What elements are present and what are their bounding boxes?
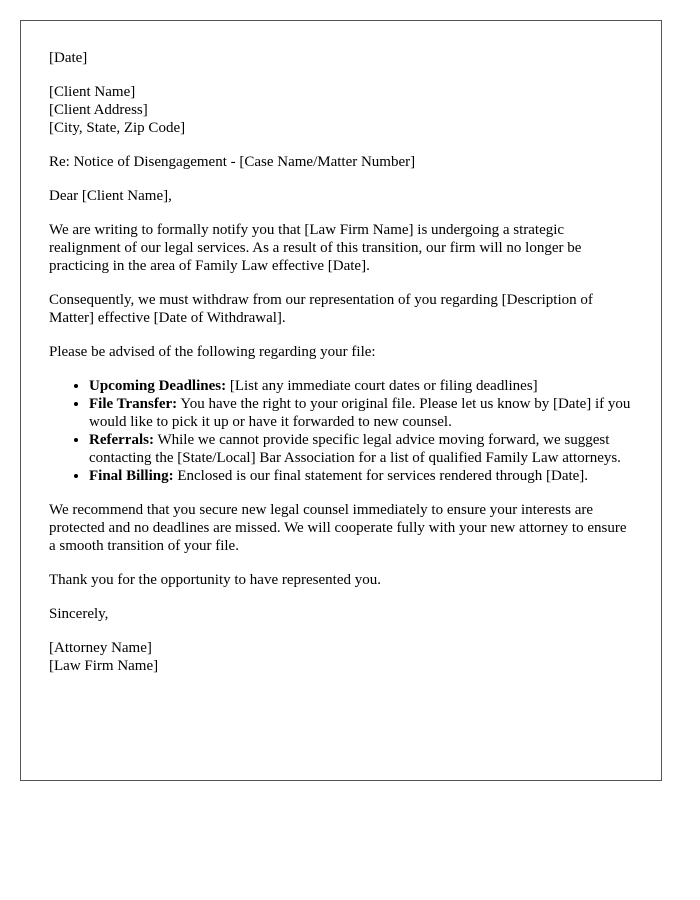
- signature-firm-name: [Law Firm Name]: [49, 658, 159, 674]
- list-item-label: Referrals:: [89, 432, 154, 448]
- salutation: Dear [Client Name],: [49, 188, 172, 204]
- paragraph-withdrawal: Consequently, we must withdraw from our representation of you regarding [Description of Matter] effective [Date of Withdrawal].: [49, 292, 593, 326]
- list-item-label: Final Billing:: [89, 468, 174, 484]
- list-item-final-billing: [89, 467, 633, 485]
- letter-date: [Date]: [49, 50, 88, 66]
- paragraph-notification: We are writing to formally notify you that [Law Firm Name] is undergoing a strategic realignment of our legal services. As a result of this transition, our firm will no longer be practicing in the area of Family Law effective [Date].: [49, 222, 582, 274]
- paragraph-advisory: Please be advised of the following regarding your file:: [49, 344, 376, 360]
- re-line: Re: Notice of Disengagement - [Case Name/Matter Number]: [49, 154, 416, 170]
- list-item-deadlines: [89, 377, 633, 395]
- letter-page: [20, 20, 662, 781]
- list-item-text: [List any immediate court dates or filing deadlines]: [226, 378, 538, 394]
- list-item-label: Upcoming Deadlines:: [89, 378, 227, 394]
- list-item-referrals: [89, 431, 633, 467]
- paragraph-thanks: Thank you for the opportunity to have represented you.: [49, 572, 381, 588]
- list-item-text: You have the right to your original file. Please let us know by [Date] if you would like to pick it up or have it forwarded to new counsel.: [89, 396, 631, 430]
- signature-block: [49, 639, 633, 675]
- closing: Sincerely,: [49, 606, 109, 622]
- file-details-list: [49, 377, 633, 485]
- signature-attorney-name: [Attorney Name]: [49, 640, 152, 656]
- list-item-label: File Transfer:: [89, 396, 178, 412]
- list-item-text: Enclosed is our final statement for services rendered through [Date].: [173, 468, 589, 484]
- list-item-text: While we cannot provide specific legal advice moving forward, we suggest contacting the [State/Local] Bar Association for a list of qualified Family Law attorneys.: [89, 432, 621, 466]
- client-address: [Client Address]: [49, 102, 148, 118]
- list-item-file-transfer: [89, 395, 633, 431]
- client-city-state-zip: [City, State, Zip Code]: [49, 120, 186, 136]
- client-name: [Client Name]: [49, 84, 136, 100]
- paragraph-recommendation: We recommend that you secure new legal counsel immediately to ensure your interests are protected and no deadlines are missed. We will cooperate fully with your new attorney to ensure a smooth transition of your file.: [49, 502, 627, 554]
- client-address-block: [49, 83, 633, 137]
